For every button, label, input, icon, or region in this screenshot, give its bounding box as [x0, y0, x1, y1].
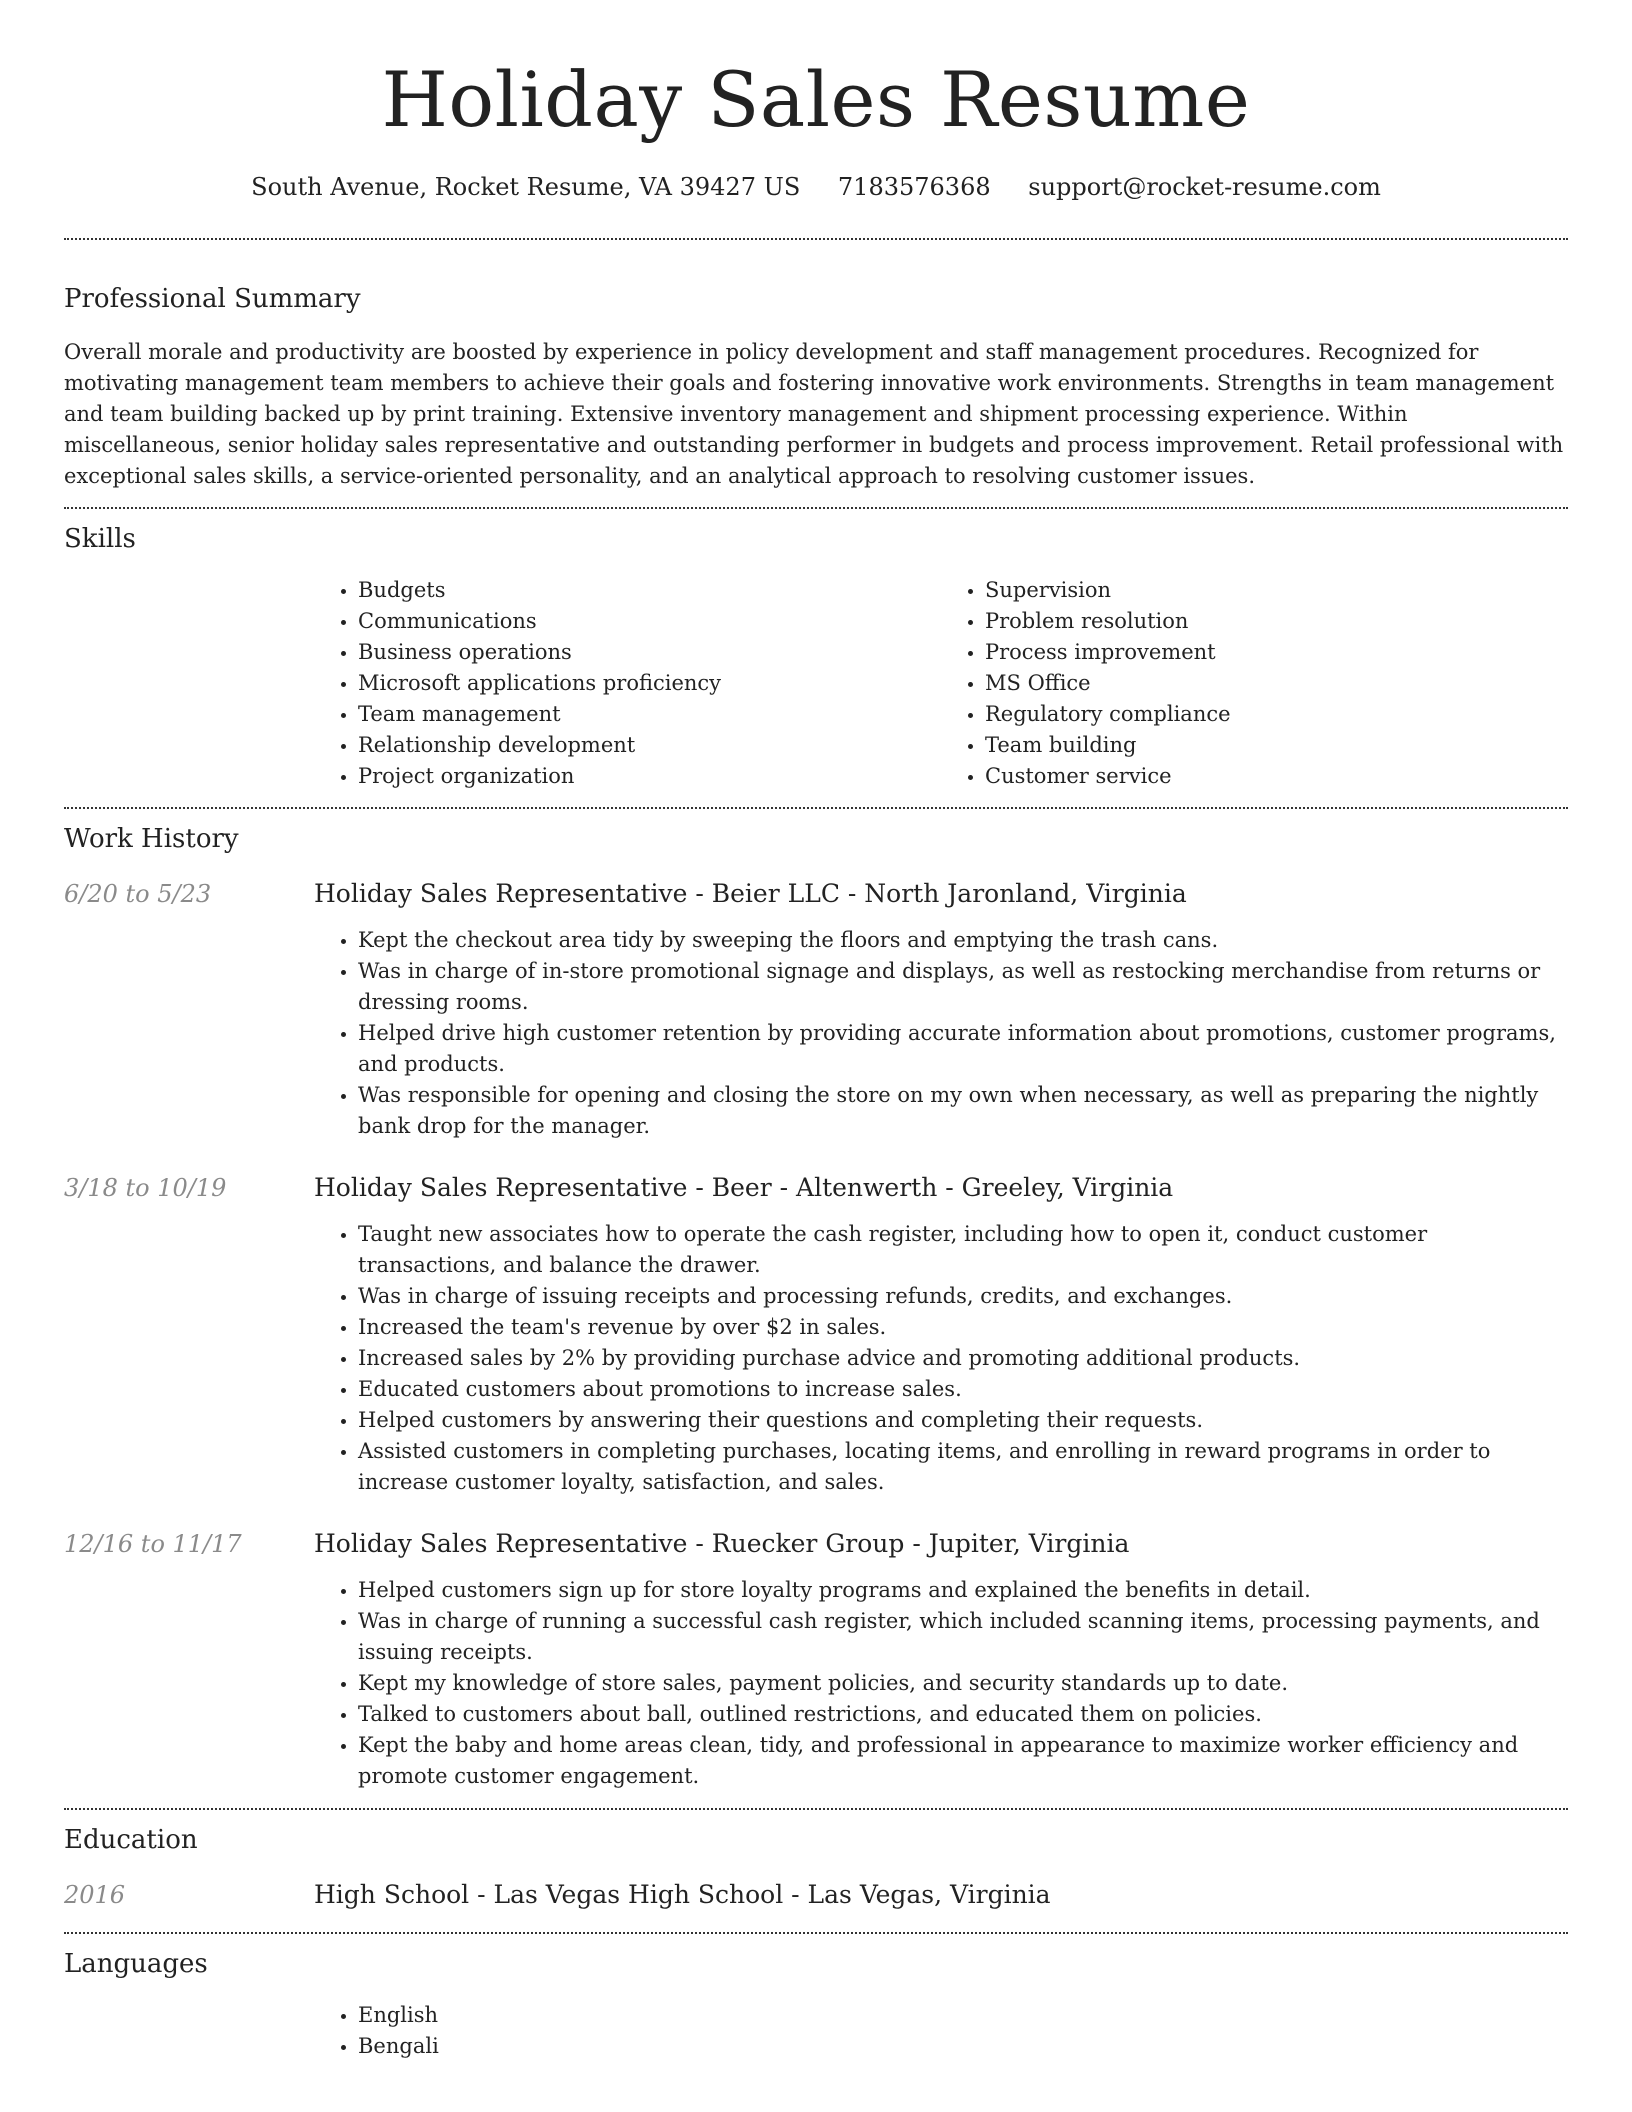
job-bullet: • Educated customers about promotions to increase sales.	[358, 1374, 1568, 1405]
language-item: • Bengali	[358, 2031, 1568, 2062]
contact-address: South Avenue, Rocket Resume, VA 39427 US	[251, 173, 801, 201]
summary-text: Overall morale and productivity are boosted by experience in policy development and staff management procedures. Recognized for motivating management team members to achieve their goals and fostering innovative work environments. Strengths in team management and team building backed up by print training. Extensive inventory management and shipment processing experience. Within miscellaneous, senior holiday sales representative and outstanding performer in budgets and process improvement. Retail professional with exceptional sales skills, a service-oriented personality, and an analytical approach to resolving customer issues.	[64, 340, 1564, 488]
section-title-summary: Professional Summary	[64, 284, 361, 314]
job-bullets	[314, 1575, 1568, 1792]
job-dates: 3/18 to 10/19	[64, 1174, 227, 1202]
job-bullet: • Assisted customers in completing purchases, locating items, and enrolling in reward programs in order to increase customer loyalty, satisfaction, and sales.	[358, 1436, 1568, 1498]
job-bullet: • Increased the team's revenue by over $2 in sales.	[358, 1312, 1568, 1343]
contact-phone: 7183576368	[837, 173, 991, 201]
skills-column-left	[314, 575, 941, 792]
job-dates: 12/16 to 11/17	[64, 1530, 242, 1558]
contact-email: support@rocket-resume.com	[1028, 173, 1381, 201]
education-detail: High School - Las Vegas High School - Las Vegas, Virginia	[314, 1880, 1051, 1909]
languages-list	[314, 2000, 1568, 2062]
job-bullet: • Kept the checkout area tidy by sweeping the floors and emptying the trash cans.	[358, 925, 1568, 956]
section-title-skills: Skills	[64, 524, 136, 554]
skill-item: • Relationship development	[358, 730, 941, 761]
job-title: Holiday Sales Representative - Beer - Altenwerth - Greeley, Virginia	[314, 1173, 1174, 1202]
job-bullet: • Taught new associates how to operate the cash register, including how to open it, conduct customer transactions, and balance the drawer.	[358, 1219, 1568, 1281]
divider	[64, 507, 1568, 509]
job-bullet: • Was in charge of issuing receipts and processing refunds, credits, and exchanges.	[358, 1281, 1568, 1312]
job-entry	[64, 1171, 1568, 1498]
skill-item: • Project organization	[358, 761, 941, 792]
education-year: 2016	[64, 1881, 126, 1909]
job-title: Holiday Sales Representative - Ruecker Group - Jupiter, Virginia	[314, 1529, 1130, 1558]
job-bullet: • Talked to customers about ball, outlined restrictions, and educated them on policies.	[358, 1699, 1568, 1730]
job-entry	[64, 1527, 1568, 1792]
section-title-education: Education	[64, 1825, 198, 1855]
contact-line	[64, 170, 1568, 204]
job-bullet: • Was in charge of in-store promotional signage and displays, as well as restocking merchandise from returns or dressing rooms.	[358, 956, 1568, 1018]
section-title-work: Work History	[64, 824, 239, 854]
resume-name: Holiday Sales Resume	[381, 55, 1251, 144]
divider	[64, 807, 1568, 809]
job-bullet: • Kept my knowledge of store sales, payment policies, and security standards up to date.	[358, 1668, 1568, 1699]
job-bullet: • Kept the baby and home areas clean, tidy, and professional in appearance to maximize worker efficiency and promote customer engagement.	[358, 1730, 1568, 1792]
skill-item: • Team building	[985, 730, 1568, 761]
job-entry	[64, 877, 1568, 1142]
skill-item: • Customer service	[985, 761, 1568, 792]
skill-item: • Business operations	[358, 637, 941, 668]
job-title: Holiday Sales Representative - Beier LLC - North Jaronland, Virginia	[314, 879, 1187, 908]
language-item: • English	[358, 2000, 1568, 2031]
skill-item: • Problem resolution	[985, 606, 1568, 637]
job-dates: 6/20 to 5/23	[64, 880, 212, 908]
job-bullet: • Was in charge of running a successful cash register, which included scanning items, processing payments, and issuing receipts.	[358, 1606, 1568, 1668]
skills-list	[314, 575, 1568, 792]
skill-item: • Team management	[358, 699, 941, 730]
divider	[64, 1932, 1568, 1934]
section-title-languages: Languages	[64, 1949, 208, 1979]
job-bullet: • Helped customers sign up for store loyalty programs and explained the benefits in detail.	[358, 1575, 1568, 1606]
job-bullets	[314, 925, 1568, 1142]
education-entry	[64, 1878, 1568, 1912]
divider	[64, 238, 1568, 240]
skill-item: • Regulatory compliance	[985, 699, 1568, 730]
skill-item: • Microsoft applications proficiency	[358, 668, 941, 699]
skill-item: • MS Office	[985, 668, 1568, 699]
job-bullets	[314, 1219, 1568, 1498]
job-bullet: • Was responsible for opening and closing the store on my own when necessary, as well as preparing the nightly bank drop for the manager.	[358, 1080, 1568, 1142]
skills-column-right	[941, 575, 1568, 792]
skill-item: • Supervision	[985, 575, 1568, 606]
skill-item: • Communications	[358, 606, 941, 637]
job-bullet: • Helped customers by answering their questions and completing their requests.	[358, 1405, 1568, 1436]
job-bullet: • Increased sales by 2% by providing purchase advice and promoting additional products.	[358, 1343, 1568, 1374]
skill-item: • Process improvement	[985, 637, 1568, 668]
skill-item: • Budgets	[358, 575, 941, 606]
job-bullet: • Helped drive high customer retention by providing accurate information about promotions, customer programs, and products.	[358, 1018, 1568, 1080]
divider	[64, 1808, 1568, 1810]
